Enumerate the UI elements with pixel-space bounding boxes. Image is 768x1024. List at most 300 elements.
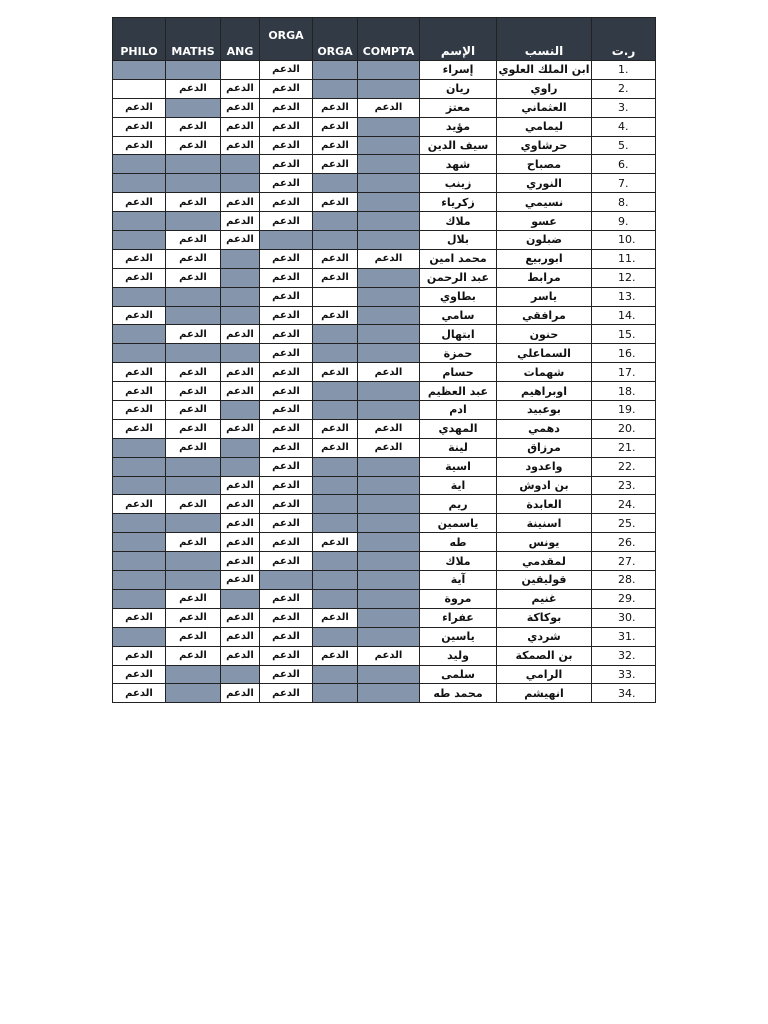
cell-philo: الدعم (113, 98, 166, 117)
cell-compta (358, 231, 420, 250)
table-row (113, 325, 656, 344)
cell-orga-2 (313, 665, 358, 684)
cell-ang (221, 306, 260, 325)
cell-row-number: 10. (592, 231, 656, 250)
cell-compta (358, 684, 420, 703)
cell-ang: الدعم (221, 571, 260, 590)
cell-orga-2 (313, 476, 358, 495)
cell-ang: الدعم (221, 193, 260, 212)
cell-compta (358, 552, 420, 571)
table-row (113, 249, 656, 268)
cell-family: بن ادوش (497, 476, 592, 495)
cell-orga-2: الدعم (313, 136, 358, 155)
cell-family: انهيشم (497, 684, 592, 703)
cell-family: ياسر (497, 287, 592, 306)
cell-compta (358, 117, 420, 136)
cell-orga-1: الدعم (260, 268, 313, 287)
cell-compta (358, 212, 420, 231)
cell-philo (113, 571, 166, 590)
cell-row-number: 4. (592, 117, 656, 136)
cell-name: سلمى (420, 665, 497, 684)
cell-family: بن الصمكة (497, 646, 592, 665)
cell-family: ضبلون (497, 231, 592, 250)
cell-family: لمقدمي (497, 552, 592, 571)
cell-row-number: 24. (592, 495, 656, 514)
cell-maths (166, 552, 221, 571)
cell-philo (113, 533, 166, 552)
cell-row-number: 27. (592, 552, 656, 571)
cell-ang (221, 61, 260, 80)
cell-name: عبد الرحمن (420, 268, 497, 287)
cell-maths: الدعم (166, 117, 221, 136)
cell-family: حرشاوي (497, 136, 592, 155)
cell-orga-2 (313, 571, 358, 590)
cell-orga-2 (313, 344, 358, 363)
cell-philo (113, 155, 166, 174)
cell-orga-1: الدعم (260, 287, 313, 306)
cell-orga-2 (313, 514, 358, 533)
cell-row-number: 9. (592, 212, 656, 231)
cell-family: اسنينة (497, 514, 592, 533)
table-row (113, 344, 656, 363)
cell-name: ياسين (420, 627, 497, 646)
cell-compta (358, 306, 420, 325)
cell-philo: الدعم (113, 382, 166, 401)
cell-philo (113, 438, 166, 457)
cell-name: سامي (420, 306, 497, 325)
cell-family: مرزاق (497, 438, 592, 457)
cell-row-number: 34. (592, 684, 656, 703)
cell-orga-2 (313, 79, 358, 98)
cell-compta: الدعم (358, 438, 420, 457)
cell-maths: الدعم (166, 249, 221, 268)
cell-ang: الدعم (221, 495, 260, 514)
cell-philo: الدعم (113, 401, 166, 420)
cell-family: مصباح (497, 155, 592, 174)
cell-family: ابوربيع (497, 249, 592, 268)
cell-name: آية (420, 571, 497, 590)
cell-maths: الدعم (166, 401, 221, 420)
table-row (113, 268, 656, 287)
cell-compta (358, 287, 420, 306)
cell-ang: الدعم (221, 419, 260, 438)
cell-compta (358, 325, 420, 344)
cell-ang (221, 589, 260, 608)
cell-family: مرابط (497, 268, 592, 287)
header-number: ر.ت (592, 18, 656, 61)
cell-orga-1: الدعم (260, 193, 313, 212)
table-row (113, 363, 656, 382)
cell-ang (221, 174, 260, 193)
cell-orga-1: الدعم (260, 401, 313, 420)
table-row (113, 476, 656, 495)
cell-maths (166, 98, 221, 117)
cell-maths: الدعم (166, 589, 221, 608)
cell-maths (166, 684, 221, 703)
cell-orga-1: الدعم (260, 79, 313, 98)
cell-philo: الدعم (113, 268, 166, 287)
cell-family: حنون (497, 325, 592, 344)
cell-compta (358, 495, 420, 514)
cell-philo (113, 212, 166, 231)
cell-compta: الدعم (358, 363, 420, 382)
cell-orga-2 (313, 552, 358, 571)
cell-ang (221, 344, 260, 363)
cell-orga-2 (313, 495, 358, 514)
cell-ang: الدعم (221, 79, 260, 98)
cell-orga-1: الدعم (260, 438, 313, 457)
cell-maths: الدعم (166, 419, 221, 438)
cell-ang (221, 438, 260, 457)
cell-orga-2 (313, 61, 358, 80)
cell-row-number: 13. (592, 287, 656, 306)
cell-compta (358, 627, 420, 646)
cell-family: عسو (497, 212, 592, 231)
cell-family: شهمات (497, 363, 592, 382)
cell-orga-1: الدعم (260, 117, 313, 136)
cell-name: المهدي (420, 419, 497, 438)
cell-family: ابن الملك العلوي (497, 61, 592, 80)
cell-philo (113, 61, 166, 80)
table-row (113, 98, 656, 117)
cell-name: وليد (420, 646, 497, 665)
cell-maths (166, 287, 221, 306)
cell-compta (358, 608, 420, 627)
table-row (113, 401, 656, 420)
cell-name: بلال (420, 231, 497, 250)
cell-name: طه (420, 533, 497, 552)
cell-row-number: 11. (592, 249, 656, 268)
table-row (113, 61, 656, 80)
cell-compta (358, 457, 420, 476)
table-row (113, 306, 656, 325)
table-row (113, 155, 656, 174)
cell-philo (113, 79, 166, 98)
cell-ang (221, 155, 260, 174)
cell-family: العثماني (497, 98, 592, 117)
cell-maths (166, 514, 221, 533)
cell-name: اسية (420, 457, 497, 476)
cell-philo (113, 589, 166, 608)
cell-family: يونس (497, 533, 592, 552)
cell-philo (113, 627, 166, 646)
cell-compta (358, 136, 420, 155)
cell-family: قوليقين (497, 571, 592, 590)
cell-ang: الدعم (221, 514, 260, 533)
cell-family: شردي (497, 627, 592, 646)
cell-orga-2: الدعم (313, 268, 358, 287)
cell-family: بوعبيد (497, 401, 592, 420)
cell-philo: الدعم (113, 608, 166, 627)
cell-row-number: 30. (592, 608, 656, 627)
cell-maths: الدعم (166, 438, 221, 457)
cell-ang: الدعم (221, 212, 260, 231)
cell-ang (221, 457, 260, 476)
cell-name: ابتهال (420, 325, 497, 344)
cell-row-number: 5. (592, 136, 656, 155)
cell-orga-2 (313, 174, 358, 193)
cell-row-number: 16. (592, 344, 656, 363)
cell-family: راوي (497, 79, 592, 98)
cell-philo (113, 174, 166, 193)
table-row (113, 419, 656, 438)
cell-row-number: 7. (592, 174, 656, 193)
cell-name: حسام (420, 363, 497, 382)
cell-orga-2: الدعم (313, 117, 358, 136)
cell-orga-1: الدعم (260, 363, 313, 382)
cell-ang: الدعم (221, 325, 260, 344)
header-orga-2: ORGA (313, 18, 358, 61)
cell-orga-1: الدعم (260, 249, 313, 268)
cell-orga-2: الدعم (313, 438, 358, 457)
cell-philo: الدعم (113, 665, 166, 684)
cell-name: عفراء (420, 608, 497, 627)
table-row (113, 231, 656, 250)
cell-orga-1 (260, 571, 313, 590)
cell-family: اوبراهيم (497, 382, 592, 401)
header-family: النسب (497, 18, 592, 61)
cell-orga-2 (313, 287, 358, 306)
cell-name: زينب (420, 174, 497, 193)
cell-row-number: 20. (592, 419, 656, 438)
cell-row-number: 8. (592, 193, 656, 212)
cell-orga-1: الدعم (260, 306, 313, 325)
header-row (113, 18, 656, 61)
cell-maths: الدعم (166, 382, 221, 401)
cell-orga-1: الدعم (260, 457, 313, 476)
cell-maths: الدعم (166, 608, 221, 627)
cell-row-number: 6. (592, 155, 656, 174)
cell-family: الرامي (497, 665, 592, 684)
cell-family: نسيمي (497, 193, 592, 212)
cell-philo: الدعم (113, 249, 166, 268)
cell-ang (221, 401, 260, 420)
cell-name: ملاك (420, 212, 497, 231)
cell-ang: الدعم (221, 684, 260, 703)
cell-compta: الدعم (358, 98, 420, 117)
cell-name: مؤيد (420, 117, 497, 136)
header-orga-1: ORGA (260, 18, 313, 61)
cell-family: ليمامي (497, 117, 592, 136)
cell-philo: الدعم (113, 646, 166, 665)
cell-orga-1: الدعم (260, 514, 313, 533)
cell-orga-1: الدعم (260, 174, 313, 193)
cell-compta (358, 174, 420, 193)
cell-name: بطاوي (420, 287, 497, 306)
cell-ang: الدعم (221, 363, 260, 382)
cell-maths: الدعم (166, 268, 221, 287)
cell-row-number: 32. (592, 646, 656, 665)
cell-philo: الدعم (113, 495, 166, 514)
cell-philo (113, 325, 166, 344)
cell-philo: الدعم (113, 684, 166, 703)
cell-compta (358, 344, 420, 363)
table-row (113, 533, 656, 552)
table-row (113, 174, 656, 193)
cell-philo: الدعم (113, 193, 166, 212)
cell-orga-1: الدعم (260, 325, 313, 344)
cell-philo: الدعم (113, 136, 166, 155)
cell-orga-2: الدعم (313, 419, 358, 438)
cell-maths: الدعم (166, 325, 221, 344)
cell-family: دهمي (497, 419, 592, 438)
cell-orga-2 (313, 231, 358, 250)
cell-orga-2 (313, 401, 358, 420)
cell-family: السماعلي (497, 344, 592, 363)
cell-row-number: 33. (592, 665, 656, 684)
table-row (113, 552, 656, 571)
table-row (113, 514, 656, 533)
cell-compta (358, 589, 420, 608)
cell-name: معتز (420, 98, 497, 117)
cell-maths (166, 571, 221, 590)
cell-name: ملاك (420, 552, 497, 571)
cell-philo (113, 476, 166, 495)
cell-maths: الدعم (166, 627, 221, 646)
cell-maths: الدعم (166, 533, 221, 552)
cell-name: مروة (420, 589, 497, 608)
cell-philo (113, 231, 166, 250)
cell-maths: الدعم (166, 136, 221, 155)
cell-ang (221, 287, 260, 306)
cell-ang: الدعم (221, 136, 260, 155)
cell-maths (166, 174, 221, 193)
cell-name: إسراء (420, 61, 497, 80)
cell-row-number: 26. (592, 533, 656, 552)
cell-compta (358, 268, 420, 287)
cell-maths (166, 476, 221, 495)
cell-maths (166, 155, 221, 174)
table-row (113, 627, 656, 646)
cell-orga-1: الدعم (260, 419, 313, 438)
cell-compta (358, 61, 420, 80)
cell-orga-1: الدعم (260, 98, 313, 117)
cell-name: ريم (420, 495, 497, 514)
cell-philo (113, 552, 166, 571)
cell-orga-1: الدعم (260, 344, 313, 363)
cell-name: محمد امين (420, 249, 497, 268)
table-row (113, 193, 656, 212)
cell-orga-2 (313, 325, 358, 344)
cell-ang: الدعم (221, 382, 260, 401)
cell-name: زكرياء (420, 193, 497, 212)
table-row (113, 665, 656, 684)
cell-compta (358, 476, 420, 495)
cell-orga-2: الدعم (313, 306, 358, 325)
cell-orga-2: الدعم (313, 608, 358, 627)
cell-row-number: 18. (592, 382, 656, 401)
cell-row-number: 1. (592, 61, 656, 80)
cell-compta (358, 665, 420, 684)
cell-ang (221, 249, 260, 268)
cell-compta (358, 533, 420, 552)
cell-ang: الدعم (221, 117, 260, 136)
cell-ang: الدعم (221, 231, 260, 250)
cell-orga-1: الدعم (260, 533, 313, 552)
cell-row-number: 12. (592, 268, 656, 287)
cell-orga-1: الدعم (260, 61, 313, 80)
cell-row-number: 15. (592, 325, 656, 344)
table-row (113, 495, 656, 514)
cell-name: محمد طه (420, 684, 497, 703)
cell-ang: الدعم (221, 627, 260, 646)
cell-orga-2 (313, 627, 358, 646)
cell-orga-1 (260, 231, 313, 250)
cell-row-number: 17. (592, 363, 656, 382)
cell-philo: الدعم (113, 117, 166, 136)
cell-maths: الدعم (166, 495, 221, 514)
cell-family: العابدة (497, 495, 592, 514)
cell-name: ادم (420, 401, 497, 420)
cell-maths (166, 212, 221, 231)
header-ang: ANG (221, 18, 260, 61)
cell-ang (221, 268, 260, 287)
cell-orga-1: الدعم (260, 155, 313, 174)
table-row (113, 212, 656, 231)
cell-row-number: 28. (592, 571, 656, 590)
cell-philo: الدعم (113, 363, 166, 382)
table-row (113, 589, 656, 608)
cell-ang: الدعم (221, 552, 260, 571)
cell-philo (113, 287, 166, 306)
cell-orga-1: الدعم (260, 589, 313, 608)
cell-compta: الدعم (358, 249, 420, 268)
cell-orga-2: الدعم (313, 249, 358, 268)
table-row (113, 438, 656, 457)
cell-orga-2: الدعم (313, 533, 358, 552)
header-compta: COMPTA (358, 18, 420, 61)
cell-orga-2 (313, 589, 358, 608)
table-row (113, 382, 656, 401)
cell-row-number: 14. (592, 306, 656, 325)
cell-philo (113, 457, 166, 476)
cell-name: ياسمين (420, 514, 497, 533)
cell-family: مرافقي (497, 306, 592, 325)
cell-row-number: 2. (592, 79, 656, 98)
cell-orga-2: الدعم (313, 646, 358, 665)
cell-name: اية (420, 476, 497, 495)
cell-orga-2: الدعم (313, 155, 358, 174)
cell-maths: الدعم (166, 363, 221, 382)
cell-name: سيف الدين (420, 136, 497, 155)
cell-orga-2: الدعم (313, 98, 358, 117)
cell-maths (166, 344, 221, 363)
cell-ang: الدعم (221, 608, 260, 627)
cell-orga-1: الدعم (260, 608, 313, 627)
cell-family: غنيم (497, 589, 592, 608)
cell-orga-1: الدعم (260, 495, 313, 514)
table-row (113, 136, 656, 155)
cell-orga-2: الدعم (313, 363, 358, 382)
cell-orga-1: الدعم (260, 646, 313, 665)
cell-maths (166, 457, 221, 476)
table-row (113, 571, 656, 590)
table-row (113, 79, 656, 98)
cell-maths: الدعم (166, 79, 221, 98)
cell-name: لينة (420, 438, 497, 457)
cell-name: شهد (420, 155, 497, 174)
cell-maths (166, 306, 221, 325)
cell-orga-1: الدعم (260, 665, 313, 684)
header-name: الإسم (420, 18, 497, 61)
cell-orga-2: الدعم (313, 193, 358, 212)
cell-maths: الدعم (166, 646, 221, 665)
table-row (113, 608, 656, 627)
cell-philo (113, 344, 166, 363)
cell-maths: الدعم (166, 193, 221, 212)
cell-orga-1: الدعم (260, 382, 313, 401)
cell-compta (358, 514, 420, 533)
